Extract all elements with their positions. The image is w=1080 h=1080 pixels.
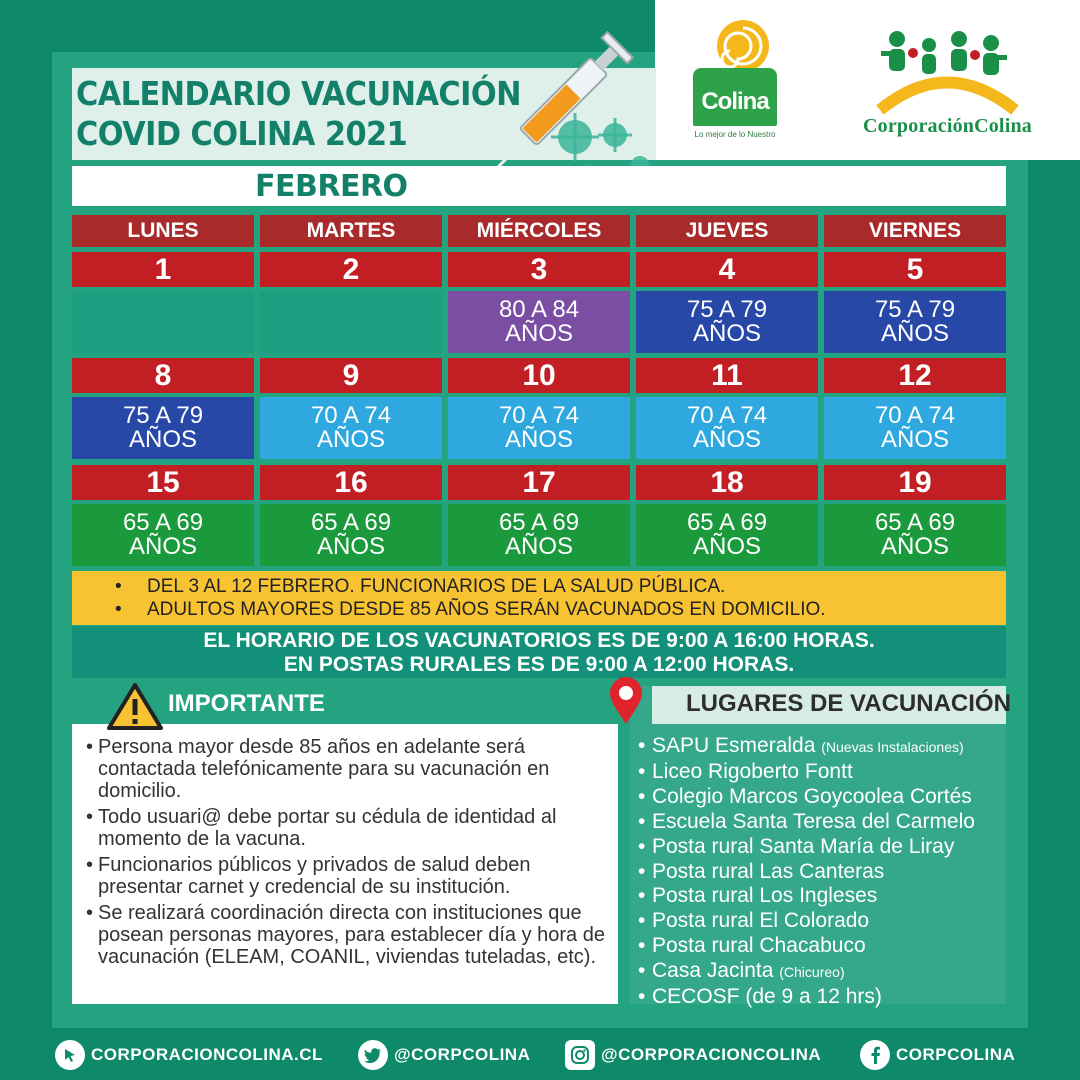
schedule-bar (72, 626, 1006, 678)
important-item: • Todo usuari@ debe portar su cédula de identidad al momento de la vacuna. (86, 806, 614, 850)
age-group-cell (72, 397, 254, 459)
cursor-icon (55, 1040, 85, 1070)
place-name: Colegio Marcos Goycoolea Cortés (652, 784, 972, 808)
age-group-cell (448, 397, 630, 459)
important-item: • Se realizará coordinación directa con instituciones que posean personas mayores, para establecer día y hora de vacunación (ELEAM, COANIL, viviendas tuteladas, etc). (86, 902, 614, 968)
place-item (638, 785, 975, 810)
age-range: 80 A 84 (498, 296, 580, 323)
age-group-cell (260, 291, 442, 353)
age-range: 65 A 69 (310, 509, 392, 536)
place-name: Posta rural Chacabuco (652, 934, 866, 958)
day-number: 4 (636, 252, 818, 287)
facebook-icon (860, 1040, 890, 1070)
place-name: SAPU Esmeralda (652, 734, 816, 757)
corporacion-logo (825, 25, 1070, 140)
day-number: 11 (636, 358, 818, 393)
place-name: Posta rural Las Canteras (652, 859, 885, 883)
location-pin-icon (608, 676, 644, 726)
important-item: • Funcionarios públicos y privados de salud deben presentar carnet y credencial de su institución. (86, 854, 614, 898)
age-range: 75 A 79 (686, 296, 768, 323)
schedule-line-2: EN POSTAS RURALES ES DE 9:00 A 12:00 HORAS. (283, 653, 795, 676)
day-number: 12 (824, 358, 1006, 393)
day-number: 8 (72, 358, 254, 393)
month-bar (72, 166, 1006, 206)
title-line-1: CALENDARIO VACUNACIÓN (76, 74, 522, 113)
age-unit: AÑOS (316, 533, 385, 560)
day-number: 19 (824, 465, 1006, 500)
colina-logo (685, 18, 785, 143)
age-group-cell (636, 397, 818, 459)
place-name: CECOSF (de 9 a 12 hrs) (652, 985, 882, 1009)
age-unit: AÑOS (880, 320, 949, 347)
age-range: 75 A 79 (122, 402, 204, 429)
twitter-text: @CORPCOLINA (394, 1045, 531, 1064)
facebook-text: CORPCOLINA (896, 1045, 1016, 1064)
place-name: Escuela Santa Teresa del Carmelo (652, 809, 975, 833)
twitter-link[interactable] (358, 1040, 530, 1070)
place-item (638, 860, 975, 885)
age-group-cell (636, 504, 818, 566)
day-number: 10 (448, 358, 630, 393)
website-text: CORPORACIONCOLINA.CL (91, 1045, 323, 1064)
day-number: 17 (448, 465, 630, 500)
place-item (638, 985, 975, 1010)
important-list (86, 736, 614, 972)
instagram-icon (565, 1040, 595, 1070)
age-group-cell (260, 397, 442, 459)
age-group-cell (824, 291, 1006, 353)
weekday-header: MARTES (260, 215, 442, 247)
place-item (638, 760, 975, 785)
age-group-cell (824, 397, 1006, 459)
age-unit: AÑOS (504, 533, 573, 560)
age-group-cell (636, 291, 818, 353)
weekday-header: MIÉRCOLES (448, 215, 630, 247)
age-group-cell (448, 504, 630, 566)
day-number: 9 (260, 358, 442, 393)
social-footer (0, 1030, 1080, 1080)
place-item (638, 959, 975, 985)
notice-item: • DEL 3 AL 12 FEBRERO. FUNCIONARIOS DE LA SALUD PÚBLICA. (115, 576, 726, 597)
colina-logo-tagline: Lo mejor de lo Nuestro (694, 130, 776, 139)
age-unit: AÑOS (504, 426, 573, 453)
place-item (638, 884, 975, 909)
places-header (652, 686, 1011, 724)
age-unit: AÑOS (128, 426, 197, 453)
day-number: 3 (448, 252, 630, 287)
age-range: 65 A 69 (498, 509, 580, 536)
place-name: Liceo Rigoberto Fontt (652, 759, 853, 783)
age-range: 75 A 79 (874, 296, 956, 323)
age-unit: AÑOS (128, 533, 197, 560)
age-unit: AÑOS (504, 320, 573, 347)
age-group-cell (448, 291, 630, 353)
day-number: 18 (636, 465, 818, 500)
facebook-link[interactable] (860, 1040, 1015, 1070)
warning-icon (106, 682, 164, 732)
age-group-cell (72, 504, 254, 566)
place-note: (Nuevas Instalaciones) (821, 739, 964, 755)
age-unit: AÑOS (880, 533, 949, 560)
age-group-cell (824, 504, 1006, 566)
age-group-cell (72, 291, 254, 353)
colina-logo-name: Colina (701, 88, 769, 115)
place-item (638, 909, 975, 934)
age-unit: AÑOS (692, 426, 761, 453)
place-item (638, 934, 975, 959)
instagram-text: @CORPORACIONCOLINA (601, 1045, 822, 1064)
important-title: IMPORTANTE (168, 690, 325, 717)
month-label: FEBRERO (255, 169, 408, 204)
places-title: LUGARES DE VACUNACIÓN (686, 690, 1011, 717)
notice-text: DEL 3 AL 12 FEBRERO. FUNCIONARIOS DE LA SALUD PÚBLICA. (147, 576, 726, 597)
age-range: 65 A 69 (874, 509, 956, 536)
day-number: 1 (72, 252, 254, 287)
important-panel (72, 686, 618, 1004)
age-range: 70 A 74 (686, 402, 768, 429)
age-unit: AÑOS (316, 426, 385, 453)
notice-text: ADULTOS MAYORES DESDE 85 AÑOS SERÁN VACUNADOS EN DOMICILIO. (147, 599, 826, 620)
age-unit: AÑOS (692, 320, 761, 347)
place-item (638, 734, 975, 760)
age-range: 70 A 74 (874, 402, 956, 429)
notice-bar (72, 571, 1006, 625)
weekday-header: JUEVES (636, 215, 818, 247)
place-name: Casa Jacinta (652, 959, 774, 983)
weekday-header: VIERNES (824, 215, 1006, 247)
website-link[interactable] (55, 1040, 323, 1070)
age-group-cell (260, 504, 442, 566)
day-number: 16 (260, 465, 442, 500)
places-panel (630, 686, 1011, 1009)
instagram-link[interactable] (565, 1040, 821, 1070)
important-item: • Persona mayor desde 85 años en adelante será contactada telefónicamente para su vacunación en domicilio. (86, 736, 614, 802)
important-header (72, 686, 618, 724)
place-item (638, 810, 975, 835)
age-range: 65 A 69 (122, 509, 204, 536)
place-name: Posta rural Santa María de Liray (652, 834, 955, 858)
weekday-header: LUNES (72, 215, 254, 247)
place-name: Posta rural Los Ingleses (652, 884, 878, 908)
day-number: 2 (260, 252, 442, 287)
title-line-2: COVID COLINA 2021 (76, 114, 408, 153)
age-range: 70 A 74 (498, 402, 580, 429)
day-number: 5 (824, 252, 1006, 287)
logo-area (655, 0, 1080, 160)
age-unit: AÑOS (880, 426, 949, 453)
age-range: 65 A 69 (686, 509, 768, 536)
twitter-icon (358, 1040, 388, 1070)
children-figures-icon (825, 25, 1070, 115)
corporacion-logo-name: CorporaciónColina (863, 115, 1032, 137)
age-unit: AÑOS (692, 533, 761, 560)
age-range: 70 A 74 (310, 402, 392, 429)
places-list (638, 734, 975, 1010)
place-note: (Chicureo) (779, 964, 845, 981)
schedule-line-1: EL HORARIO DE LOS VACUNATORIOS ES DE 9:00 A 16:00 HORAS. (203, 629, 875, 652)
place-name: Posta rural El Colorado (652, 909, 870, 933)
place-item (638, 835, 975, 860)
day-number: 15 (72, 465, 254, 500)
notice-item: • ADULTOS MAYORES DESDE 85 AÑOS SERÁN VACUNADOS EN DOMICILIO. (115, 599, 826, 620)
